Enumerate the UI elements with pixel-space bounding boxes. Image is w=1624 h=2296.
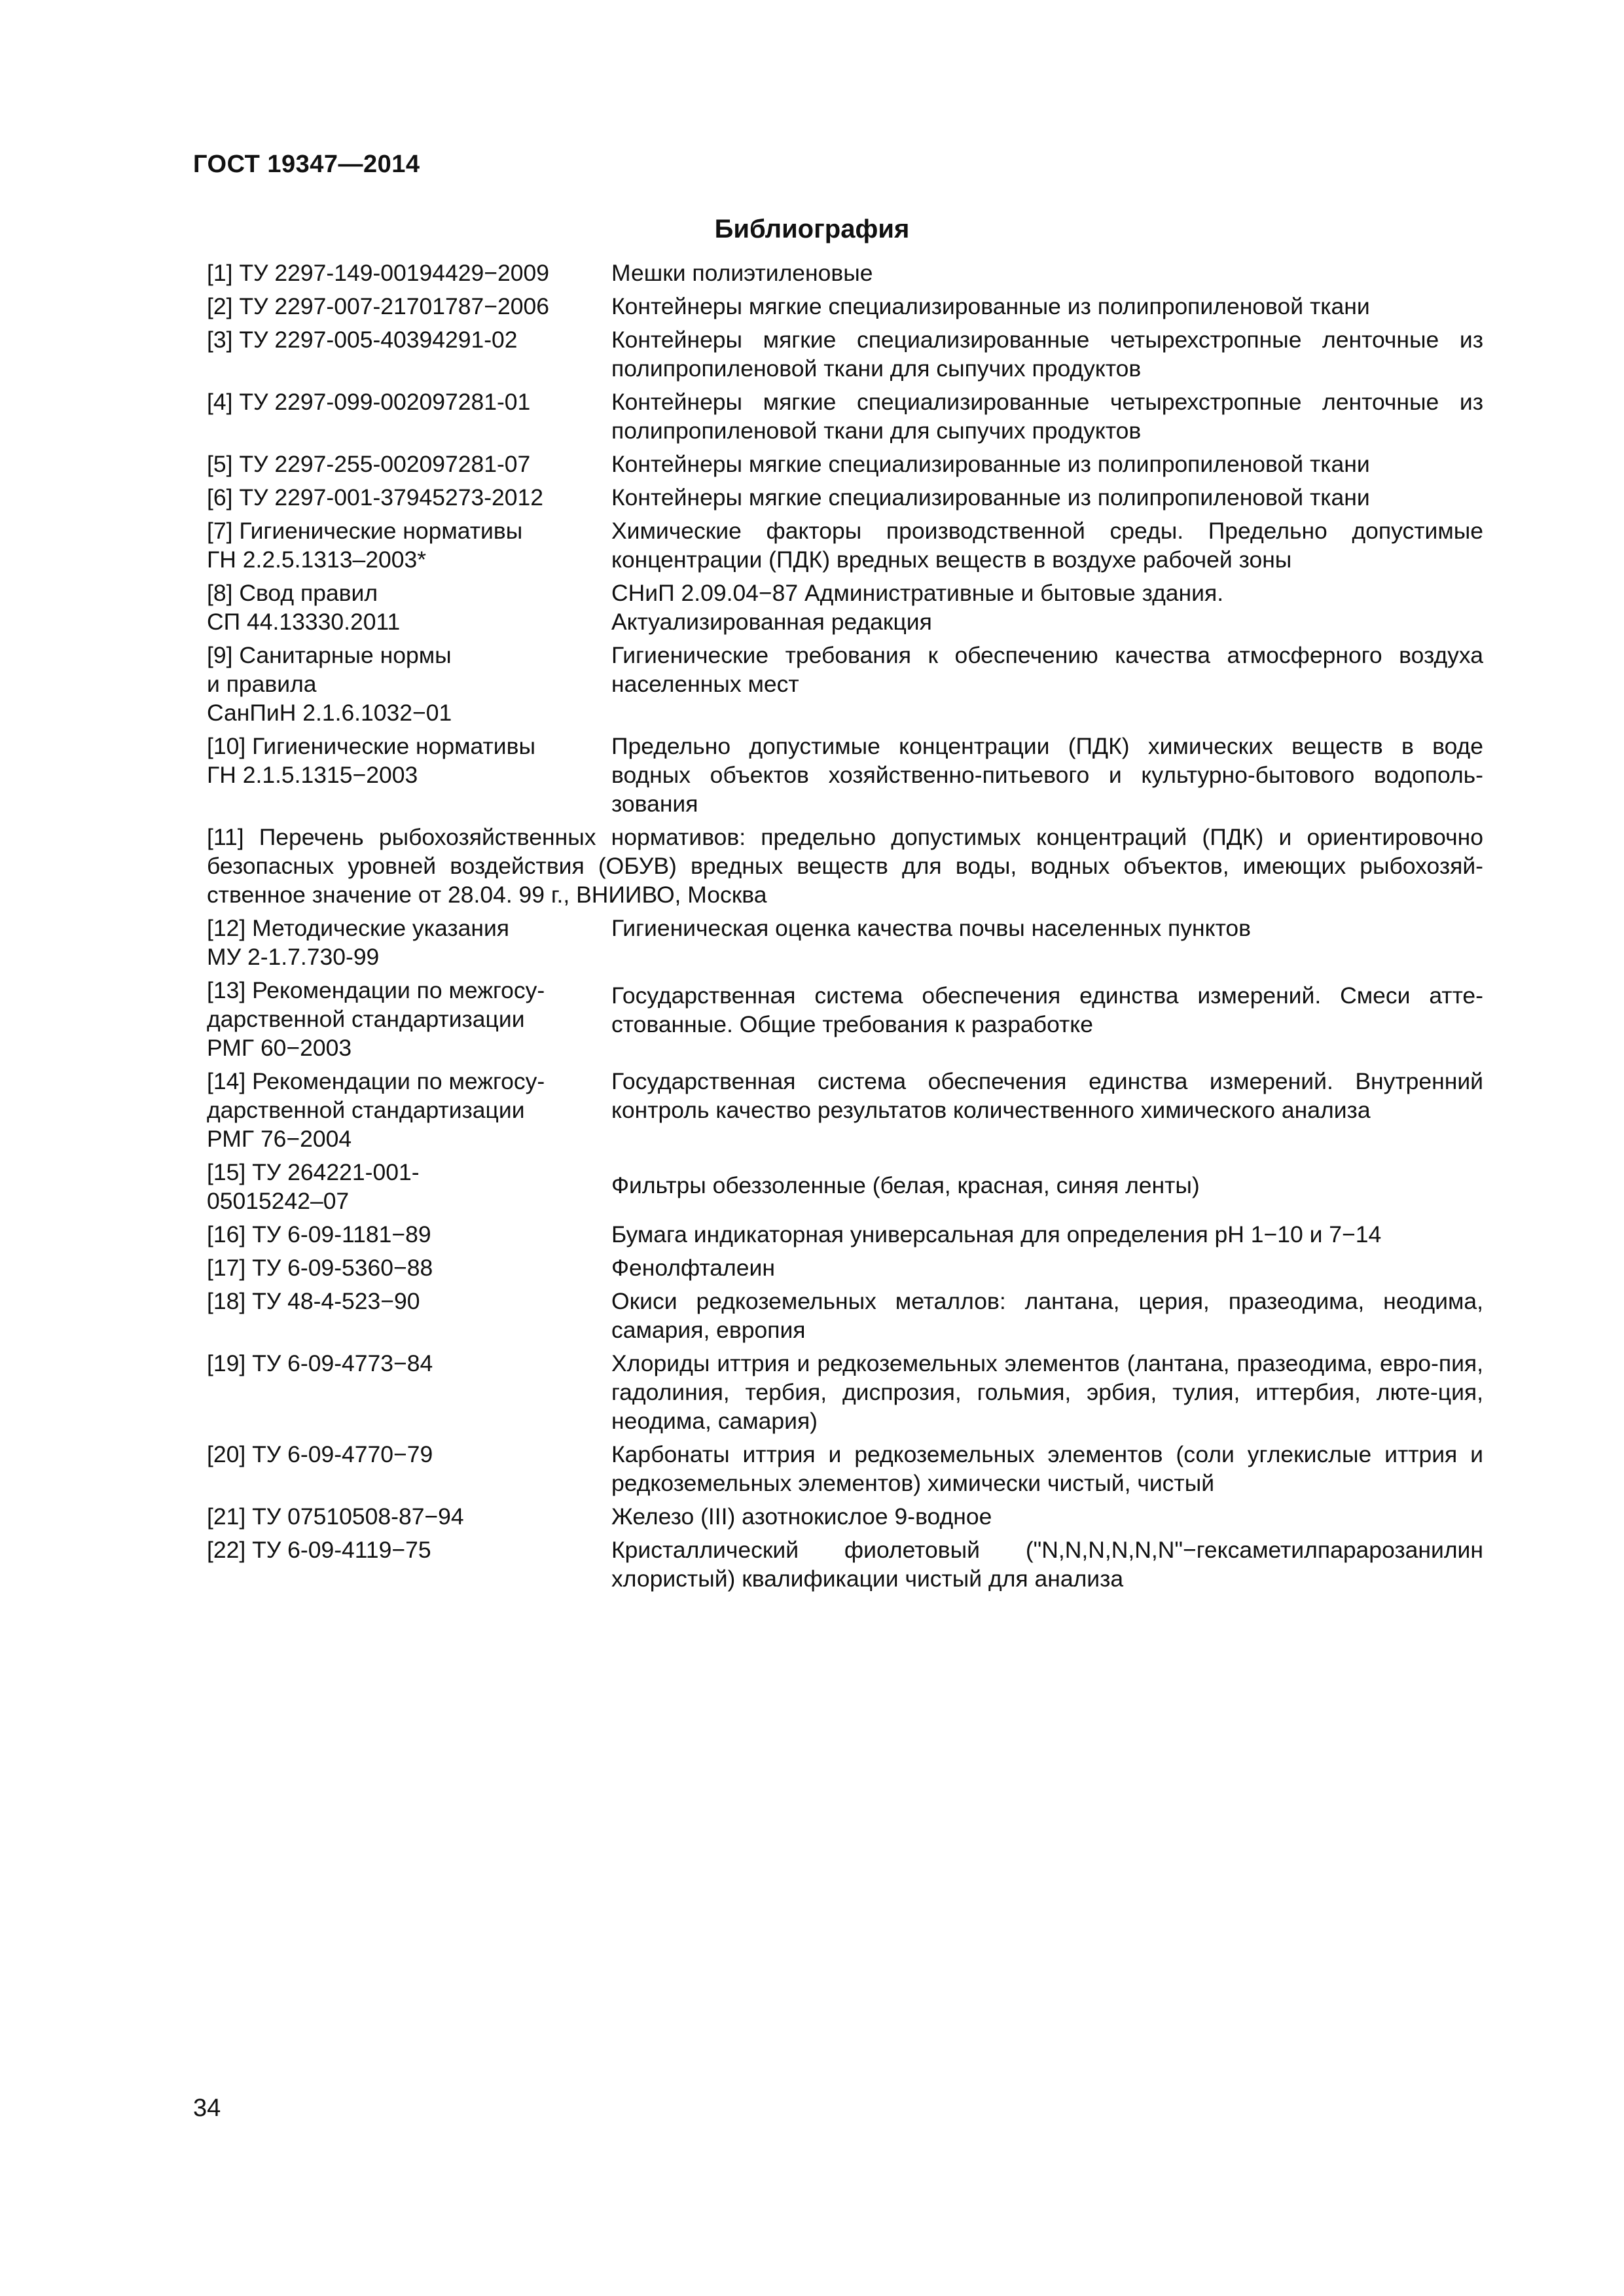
bibliography-entry: [207, 387, 1483, 445]
entry-reference: [12] Методические указания МУ 2-1.7.730-99: [207, 915, 510, 970]
bibliography-entry: [207, 450, 1483, 478]
entry-description: Гигиеническая оценка качества почвы населенных пунктов: [611, 915, 1252, 941]
entry-reference: [7] Гигиенические нормативы ГН 2.2.5.1313–2003*: [207, 518, 523, 573]
bibliography-entry: [207, 579, 1483, 636]
entry-reference: [19] ТУ 6-09-4773−84: [207, 1350, 433, 1376]
entry-description: Фенолфталеин: [611, 1255, 775, 1281]
entry-description: Гигиенические требования к обеспечению качества атмосферного воздуха населенных мест: [611, 642, 1483, 697]
entry-reference: [10] Гигиенические нормативы ГН 2.1.5.1315−2003: [207, 733, 535, 788]
entry-description: Контейнеры мягкие специализированные четырехстропные ленточные из полипропиленовой ткани для сыпучих продуктов: [611, 389, 1483, 444]
entry-description: Контейнеры мягкие специализированные из полипропиленовой ткани: [611, 451, 1370, 477]
entry-description: Государственная система обеспечения единства измерений. Внутренний контроль качество результатов количественного химического анализа: [611, 1068, 1483, 1123]
bibliography-entry: [207, 1349, 1483, 1435]
page-number: 34: [193, 2094, 221, 2122]
entry-description: Государственная система обеспечения единства измерений. Смеси атте-стованные. Общие требования к разработке: [611, 982, 1483, 1037]
entry-description: Железо (III) азотнокислое 9-водное: [611, 1503, 992, 1530]
bibliography-entry: [207, 1067, 1483, 1153]
bibliography-entry: [207, 1158, 1483, 1215]
bibliography-entry: [207, 1287, 1483, 1344]
entry-reference: [18] ТУ 48-4-523−90: [207, 1288, 420, 1314]
bibliography-entry: [207, 1220, 1483, 1249]
entry-description: Химические факторы производственной среды. Предельно допустимые концентрации (ПДК) вредных веществ в воздухе рабочей зоны: [611, 518, 1483, 573]
bibliography-list: [207, 259, 1483, 1598]
entry-description: Контейнеры мягкие специализированные из полипропиленовой ткани: [611, 293, 1370, 319]
entry-description: Карбонаты иттрия и редкоземельных элементов (соли углекислые иттрия и редкоземельных элементов) химически чистый, чистый: [611, 1441, 1483, 1496]
entry-reference: [22] ТУ 6-09-4119−75: [207, 1537, 431, 1563]
entry-reference: [21] ТУ 07510508-87−94: [207, 1503, 464, 1530]
entry-reference: [2] ТУ 2297-007-21701787−2006: [207, 293, 549, 319]
entry-reference: [16] ТУ 6-09-1181−89: [207, 1221, 431, 1247]
bibliography-entry: [207, 325, 1483, 383]
entry-reference: [13] Рекомендации по межгосу-дарственной стандартизации РМГ 60−2003: [207, 977, 545, 1061]
bibliography-entry: [207, 259, 1483, 287]
bibliography-entry: [207, 1535, 1483, 1593]
bibliography-entry: [207, 641, 1483, 727]
entry-description: Окиси редкоземельных металлов: лантана, церия, празеодима, неодима, самария, европия: [611, 1288, 1483, 1343]
bibliography-entry: [207, 914, 1483, 971]
entry-reference: [14] Рекомендации по межгосу-дарственной стандартизации РМГ 76−2004: [207, 1068, 545, 1152]
bibliography-entry: [207, 1502, 1483, 1531]
bibliography-entry: [207, 483, 1483, 512]
entry-reference: [3] ТУ 2297-005-40394291-02: [207, 327, 518, 353]
entry-reference: [4] ТУ 2297-099-002097281-01: [207, 389, 531, 415]
section-title: Библиография: [714, 215, 910, 243]
bibliography-entry: [207, 1253, 1483, 1282]
entry-reference: [9] Санитарные нормы и правила СанПиН 2.1.6.1032−01: [207, 642, 452, 726]
entry-reference: [17] ТУ 6-09-5360−88: [207, 1255, 433, 1281]
entry-reference: [6] ТУ 2297-001-37945273-2012: [207, 484, 544, 511]
entry-reference: [8] Свод правил СП 44.13330.2011: [207, 580, 401, 635]
bibliography-entry-full-width: [11] Перечень рыбохозяйственных нормативов: предельно допустимых концентраций (ПДК) и ориентировочно безопасных уровней воздействия (ОБУВ) вредных веществ для воды, водных объектов, имеющих рыбохозяй-ственное значение от 28.04. 99 г., ВНИИВО, Москва: [207, 824, 1483, 908]
entry-description: Мешки полиэтиленовые: [611, 260, 873, 286]
entry-reference: [15] ТУ 264221-001- 05015242–07: [207, 1159, 420, 1214]
entry-description: Хлориды иттрия и редкоземельных элементов (лантана, празеодима, евро-пия, гадолиния, тербия, диспрозия, гольмия, эрбия, тулия, иттербия, люте-ция, неодима, самария): [611, 1350, 1483, 1434]
entry-reference: [5] ТУ 2297-255-002097281-07: [207, 451, 531, 477]
entry-description: Фильтры обеззоленные (белая, красная, синяя ленты): [611, 1172, 1200, 1198]
entry-reference: [20] ТУ 6-09-4770−79: [207, 1441, 433, 1467]
bibliography-entry: [207, 976, 1483, 1062]
entry-reference: [1] ТУ 2297-149-00194429−2009: [207, 260, 549, 286]
entry-description: СНиП 2.09.04−87 Административные и бытовые здания. Актуализированная редакция: [611, 580, 1224, 635]
entry-description: Контейнеры мягкие специализированные из полипропиленовой ткани: [611, 484, 1370, 511]
bibliography-entry: [207, 732, 1483, 818]
bibliography-entry: [207, 516, 1483, 574]
entry-description: Контейнеры мягкие специализированные четырехстропные ленточные из полипропиленовой ткани для сыпучих продуктов: [611, 327, 1483, 382]
entry-description: Предельно допустимые концентрации (ПДК) химических веществ в воде водных объектов хозяйственно-питьевого и культурно-бытового водополь-зования: [611, 733, 1483, 817]
entry-description: Бумага индикаторная универсальная для определения pH 1−10 и 7−14: [611, 1221, 1382, 1247]
document-header: ГОСТ 19347—2014: [193, 151, 420, 178]
bibliography-entry: [207, 1440, 1483, 1498]
bibliography-entry: [207, 292, 1483, 321]
entry-description: Кристаллический фиолетовый ("N,N,N,N,N,N"−гексаметилпарарозанилин хлористый) квалификации чистый для анализа: [611, 1537, 1483, 1592]
